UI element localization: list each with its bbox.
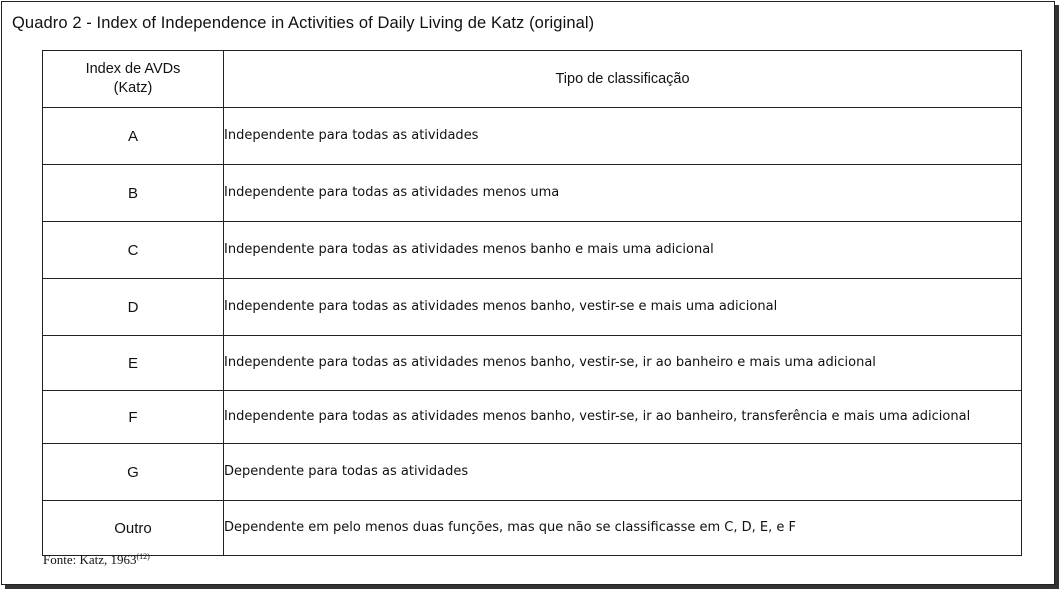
header-index-cell bbox=[43, 51, 224, 108]
header-index-line2: (Katz) bbox=[113, 80, 153, 96]
table-row bbox=[43, 391, 1022, 444]
header-classification-cell: Tipo de classificação bbox=[224, 51, 1022, 108]
table-row bbox=[43, 336, 1022, 391]
description-cell: Independente para todas as atividades bbox=[224, 108, 1022, 165]
table-row bbox=[43, 165, 1022, 222]
index-cell: C bbox=[43, 222, 224, 279]
table-row bbox=[43, 222, 1022, 279]
table-row bbox=[43, 108, 1022, 165]
table-header-row bbox=[43, 51, 1022, 108]
description-cell: Independente para todas as atividades menos banho, vestir-se, ir ao banheiro e mais uma adicional bbox=[224, 336, 1022, 391]
index-cell: G bbox=[43, 444, 224, 501]
index-cell: E bbox=[43, 336, 224, 391]
source-reference: (12) bbox=[136, 552, 150, 561]
table-caption: Quadro 2 - Index of Independence in Activities of Daily Living de Katz (original) bbox=[12, 14, 595, 32]
description-cell: Dependente em pelo menos duas funções, mas que não se classificasse em C, D, E, e F bbox=[224, 501, 1022, 556]
index-cell: B bbox=[43, 165, 224, 222]
index-cell: A bbox=[43, 108, 224, 165]
header-index-line1: Index de AVDs bbox=[85, 61, 181, 77]
index-cell: F bbox=[43, 391, 224, 444]
katz-index-table bbox=[42, 50, 1022, 556]
table-row bbox=[43, 501, 1022, 556]
source-text: Fonte: Katz, 1963 bbox=[43, 552, 137, 567]
description-cell: Independente para todas as atividades menos banho e mais uma adicional bbox=[224, 222, 1022, 279]
description-cell: Independente para todas as atividades menos banho, vestir-se, ir ao banheiro, transferência e mais uma adicional bbox=[224, 391, 1022, 444]
description-cell: Independente para todas as atividades menos banho, vestir-se e mais uma adicional bbox=[224, 279, 1022, 336]
table-row bbox=[43, 444, 1022, 501]
source-note bbox=[43, 552, 150, 568]
document-frame bbox=[1, 1, 1055, 585]
index-cell: Outro bbox=[43, 501, 224, 556]
index-cell: D bbox=[43, 279, 224, 336]
description-cell: Dependente para todas as atividades bbox=[224, 444, 1022, 501]
table-row bbox=[43, 279, 1022, 336]
description-cell: Independente para todas as atividades menos uma bbox=[224, 165, 1022, 222]
